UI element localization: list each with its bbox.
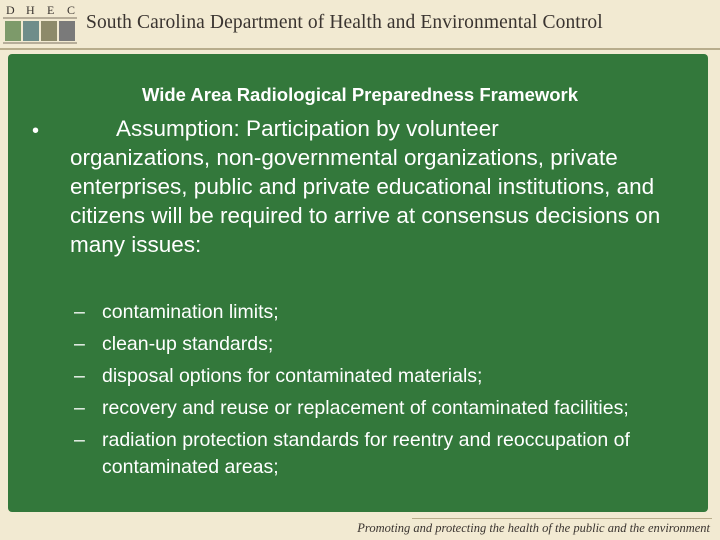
sub-bullet-text: contamination limits; <box>102 301 279 323</box>
logo-letter-e: E <box>47 3 55 17</box>
main-bullet-text <box>70 114 698 259</box>
sub-bullet-text: clean-up standards; <box>102 333 274 355</box>
main-bullet-rest: organizations, non-governmental organizations, private enterprises, public and private educational institutions, and citizens will be required to arrive at consensus decisions on many issues: <box>70 145 661 257</box>
footer-tagline: Promoting and protecting the health of the public and the environment <box>357 521 710 535</box>
header-divider <box>0 48 720 50</box>
sub-bullet-item <box>70 395 690 422</box>
logo-letter-c: C <box>67 3 76 17</box>
organization-name: South Carolina Department of Health and Environmental Control <box>86 12 603 33</box>
logo-letter-d: D <box>6 3 15 17</box>
dash-marker: – <box>74 397 85 419</box>
sub-bullet-list <box>70 299 690 486</box>
bullet-marker: • <box>32 120 40 142</box>
header <box>0 0 720 48</box>
dash-marker: – <box>74 333 85 355</box>
sub-bullet-item <box>70 299 690 326</box>
sub-bullet-text: radiation protection standards for reentry and reoccupation of contaminated areas; <box>102 429 630 478</box>
dash-marker: – <box>74 365 85 387</box>
sub-bullet-item <box>70 427 690 481</box>
sub-bullet-item <box>70 331 690 358</box>
sub-bullet-item <box>70 363 690 390</box>
logo-letter-h: H <box>26 3 35 17</box>
slide-title: Wide Area Radiological Preparedness Framework <box>141 84 579 105</box>
dash-marker: – <box>74 429 85 451</box>
dash-marker: – <box>74 301 85 323</box>
dhec-logo-icon <box>3 2 77 46</box>
footer-divider <box>412 518 712 519</box>
sub-bullet-text: disposal options for contaminated materials; <box>102 365 483 387</box>
sub-bullet-text: recovery and reuse or replacement of contaminated facilities; <box>102 397 629 419</box>
main-bullet-lead: Assumption: Participation by volunteer <box>116 116 499 141</box>
